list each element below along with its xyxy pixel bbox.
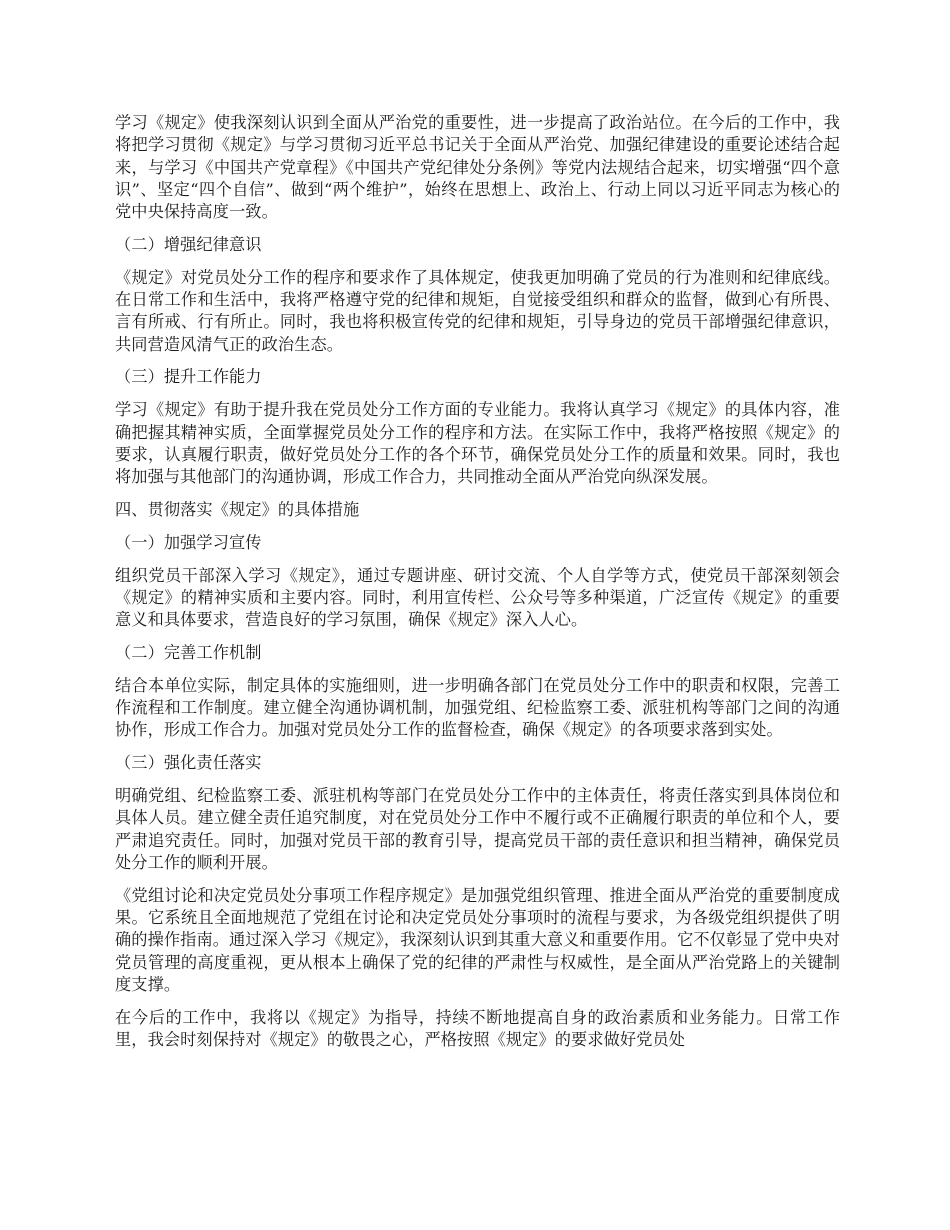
heading-responsibility: （三）强化责任落实 — [115, 753, 262, 773]
heading-study-promotion: （一）加强学习宣传 — [115, 532, 262, 552]
heading-section-four: 四、贯彻落实《规定》的具体措施 — [115, 499, 360, 519]
paragraph-responsibility: 明确党组、纪检监察工委、派驻机构等部门在党员处分工作中的主体责任，将责任落实到具体岗位和具体人员。建立健全责任追究制度，对在党员处分工作中不履行或不正确履行职责的单位和个人，要严肃追究责任。同时，加强对党员干部的教育引导，提高党员干部的责任意识和担当精神，确保党员处分工作的顺利开展。 — [115, 785, 840, 872]
paragraph-intro-political-stance: 学习《规定》使我深刻认识到全面从严治党的重要性，进一步提高了政治站位。在今后的工作中，我将把学习贯彻《规定》与学习贯彻习近平总书记关于全面从严治党、加强纪律建设的重要论述结合起来，与学习《中国共产党章程》《中国共产党纪律处分条例》等党内法规结合起来，切实增强“四个意识”、坚定“四个自信”、做到“两个维护”，始终在思想上、政治上、行动上同以习近平同志为核心的党中央保持高度一致。 — [115, 113, 840, 222]
paragraph-study-promotion: 组织党员干部深入学习《规定》，通过专题讲座、研讨交流、个人自学等方式，使党员干部深刻领会《规定》的精神实质和主要内容。同时，利用宣传栏、公众号等多种渠道，广泛宣传《规定》的重要意义和具体要求，营造良好的学习氛围，确保《规定》深入人心。 — [115, 565, 840, 630]
paragraph-regulation-significance: 《党组讨论和决定党员处分事项工作程序规定》是加强党组织管理、推进全面从严治党的重要制度成果。它系统且全面地规范了党组在讨论和决定党员处分事项时的流程与要求，为各级党组织提供了明确的操作指南。通过深入学习《规定》，我深刻认识到其重大意义和重要作用。它不仅彰显了党中央对党员管理的高度重视，更从根本上确保了党的纪律的严肃性与权威性，是全面从严治党路上的关键制度支撑。 — [115, 885, 840, 994]
document-page — [115, 112, 840, 1062]
heading-discipline-awareness: （二）增强纪律意识 — [115, 234, 262, 254]
heading-work-mechanism: （二）完善工作机制 — [115, 642, 262, 662]
paragraph-discipline-awareness: 《规定》对党员处分工作的程序和要求作了具体规定，使我更加明确了党员的行为准则和纪律底线。在日常工作和生活中，我将严格遵守党的纪律和规矩，自觉接受组织和群众的监督，做到心有所畏、言有所戒、行有所止。同时，我也将积极宣传党的纪律和规矩，引导身边的党员干部增强纪律意识，共同营造风清气正的政治生态。 — [115, 267, 840, 354]
heading-work-ability: （三）提升工作能力 — [115, 367, 262, 387]
paragraph-work-ability: 学习《规定》有助于提升我在党员处分工作方面的专业能力。我将认真学习《规定》的具体内容，准确把握其精神实质，全面掌握党员处分工作的程序和方法。在实际工作中，我将严格按照《规定》的要求，认真履行职责，做好党员处分工作的各个环节，确保党员处分工作的质量和效果。同时，我也将加强与其他部门的沟通协调，形成工作合力，共同推动全面从严治党向纵深发展。 — [115, 400, 840, 487]
paragraph-work-mechanism: 结合本单位实际，制定具体的实施细则，进一步明确各部门在党员处分工作中的职责和权限，完善工作流程和工作制度。建立健全沟通协调机制，加强党组、纪检监察工委、派驻机构等部门之间的沟通协作，形成工作合力。加强对党员处分工作的监督检查，确保《规定》的各项要求落到实处。 — [115, 675, 840, 740]
paragraph-future-work: 在今后的工作中，我将以《规定》为指导，持续不断地提高自身的政治素质和业务能力。日常工作里，我会时刻保持对《规定》的敬畏之心，严格按照《规定》的要求做好党员处 — [115, 1007, 840, 1049]
